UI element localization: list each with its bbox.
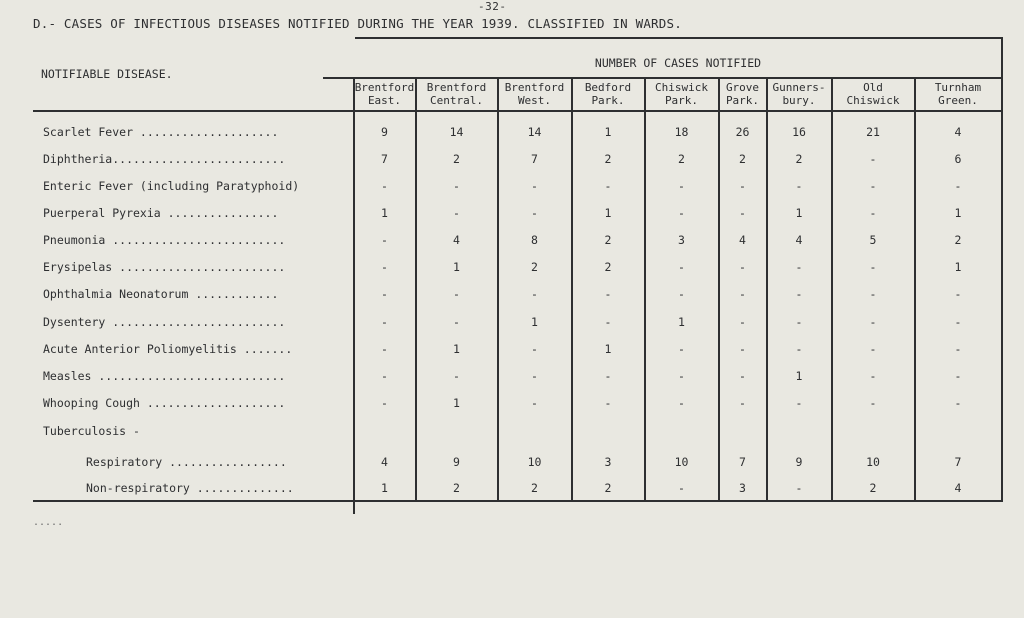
case-count-cell: -: [869, 152, 877, 166]
disease-label: Dysentery .........................: [43, 315, 286, 329]
case-count-cell: 1: [954, 260, 962, 274]
ward-column-header: [832, 81, 914, 107]
table-bottom-rule: [33, 500, 1003, 502]
ward-name-line1: Gunners-: [772, 81, 826, 94]
case-count-cell: 1: [381, 481, 388, 495]
case-count-cell: 9: [381, 125, 388, 139]
case-count-cell: -: [604, 315, 612, 329]
case-count-cell: 2: [739, 152, 746, 166]
case-count-cell: 4: [954, 125, 962, 139]
ward-name-line1: Bedford: [584, 81, 632, 94]
ward-name-line2: Park.: [725, 94, 760, 107]
case-count-cell: -: [381, 342, 388, 356]
case-count-cell: 8: [531, 233, 538, 247]
case-count-cell: -: [739, 396, 746, 410]
case-count-cell: 4: [381, 455, 388, 469]
ward-name-line1: Brentford: [426, 81, 487, 94]
case-count-cell: -: [954, 342, 962, 356]
case-count-cell: 4: [453, 233, 460, 247]
case-count-cell: -: [869, 342, 877, 356]
case-count-cell: 1: [453, 260, 460, 274]
case-count-cell: -: [381, 233, 388, 247]
case-count-cell: 10: [674, 455, 689, 469]
case-count-cell: -: [739, 179, 746, 193]
case-count-cell: -: [954, 315, 962, 329]
case-count-cell: -: [604, 369, 612, 383]
case-count-cell: 1: [381, 206, 388, 220]
case-count-cell: 14: [527, 125, 542, 139]
disease-label: Erysipelas ........................: [43, 260, 286, 274]
subheader-rule: [323, 77, 1003, 79]
case-count-cell: -: [869, 369, 877, 383]
case-count-cell: 4: [795, 233, 803, 247]
case-count-cell: 10: [866, 455, 880, 469]
table-top-rule: [355, 37, 1003, 39]
case-count-cell: 2: [604, 152, 612, 166]
case-count-cell: 4: [739, 233, 746, 247]
case-count-cell: -: [739, 260, 746, 274]
disease-table: [33, 37, 1003, 528]
case-count-cell: 10: [527, 455, 542, 469]
ward-name-line1: Grove: [725, 81, 760, 94]
header-bottom-rule: [33, 110, 1003, 112]
case-count-cell: -: [869, 287, 877, 301]
case-count-cell: -: [381, 260, 388, 274]
case-count-cell: 18: [674, 125, 689, 139]
case-count-cell: -: [381, 287, 388, 301]
case-count-cell: 3: [604, 455, 612, 469]
ward-column-header: [498, 81, 571, 107]
bottom-dots: .....: [33, 517, 64, 528]
case-count-cell: -: [795, 342, 803, 356]
case-count-cell: 16: [792, 125, 806, 139]
ward-column-header: [767, 81, 831, 107]
case-count-cell: -: [453, 369, 460, 383]
case-count-cell: -: [678, 481, 685, 495]
case-count-cell: -: [954, 179, 962, 193]
case-count-cell: -: [453, 206, 460, 220]
case-count-cell: -: [739, 206, 746, 220]
case-count-cell: 2: [954, 233, 962, 247]
case-count-cell: 2: [604, 260, 612, 274]
ward-name-line2: Green.: [938, 94, 978, 107]
case-count-cell: -: [739, 287, 746, 301]
case-count-cell: 7: [739, 455, 746, 469]
case-count-cell: 2: [604, 481, 612, 495]
case-count-cell: -: [739, 342, 746, 356]
ward-name-line1: Brentford: [504, 81, 565, 94]
col-divider: [718, 79, 720, 501]
case-count-cell: -: [678, 179, 685, 193]
ward-name-line2: East.: [367, 94, 402, 107]
case-count-cell: -: [795, 179, 803, 193]
ward-column-header: [719, 81, 766, 107]
ward-column-header: [915, 81, 1001, 107]
case-count-cell: -: [381, 315, 388, 329]
case-count-cell: 1: [453, 342, 460, 356]
case-count-cell: 2: [678, 152, 685, 166]
ward-column-header: [572, 81, 644, 107]
case-count-cell: 2: [453, 152, 460, 166]
ward-name-line1: Turnham: [934, 81, 982, 94]
disease-label: Tuberculosis -: [43, 424, 140, 438]
case-count-cell: -: [869, 179, 877, 193]
ward-name-line1: Chiswick: [655, 81, 708, 94]
case-count-cell: -: [795, 315, 803, 329]
disease-label: Non-respiratory ..............: [86, 481, 294, 495]
col-divider: [766, 79, 768, 501]
col-divider: [497, 79, 499, 501]
case-count-cell: -: [739, 369, 746, 383]
case-count-cell: 1: [604, 206, 612, 220]
case-count-cell: 7: [954, 455, 962, 469]
case-count-cell: -: [678, 369, 685, 383]
ward-name-line2: Chiswick: [846, 94, 900, 107]
ward-name-line2: Park.: [591, 94, 625, 107]
ward-name-line2: bury.: [782, 94, 816, 107]
ward-name-line1: Brentford: [354, 81, 415, 94]
case-count-cell: -: [531, 396, 538, 410]
case-count-cell: -: [678, 342, 685, 356]
first-col-divider: [353, 77, 355, 514]
case-count-cell: -: [795, 260, 803, 274]
disease-label: Puerperal Pyrexia ................: [43, 206, 279, 220]
case-count-cell: 1: [453, 396, 460, 410]
ward-column-header: [645, 81, 718, 107]
case-count-cell: 14: [449, 125, 464, 139]
case-count-cell: -: [531, 287, 538, 301]
case-count-cell: -: [795, 287, 803, 301]
disease-label: Ophthalmia Neonatorum ............: [43, 287, 279, 301]
case-count-cell: 1: [531, 315, 538, 329]
case-count-cell: 5: [869, 233, 877, 247]
case-count-cell: 1: [954, 206, 962, 220]
case-count-cell: 2: [604, 233, 612, 247]
case-count-cell: -: [604, 287, 612, 301]
disease-label: Whooping Cough ....................: [43, 396, 286, 410]
disease-label: Enteric Fever (including Paratyphoid): [43, 179, 300, 193]
case-count-cell: -: [381, 369, 388, 383]
case-count-cell: 2: [531, 260, 538, 274]
disease-label: Respiratory .................: [86, 455, 287, 469]
case-count-cell: -: [453, 287, 460, 301]
case-count-cell: 26: [735, 125, 750, 139]
case-count-cell: 2: [453, 481, 460, 495]
case-count-cell: -: [869, 396, 877, 410]
col-divider: [644, 79, 646, 501]
case-count-cell: 9: [795, 455, 803, 469]
case-count-cell: -: [381, 179, 388, 193]
case-count-cell: 4: [954, 481, 962, 495]
case-count-cell: 9: [453, 455, 460, 469]
case-count-cell: -: [954, 396, 962, 410]
case-count-cell: -: [954, 369, 962, 383]
disease-label: Scarlet Fever ....................: [43, 125, 279, 139]
case-count-cell: -: [739, 315, 746, 329]
case-count-cell: -: [678, 287, 685, 301]
cases-group-header: NUMBER OF CASES NOTIFIED: [594, 56, 762, 70]
case-count-cell: -: [604, 396, 612, 410]
case-count-cell: 7: [381, 152, 388, 166]
disease-column-header: NOTIFIABLE DISEASE.: [41, 67, 173, 81]
disease-label: Pneumonia .........................: [43, 233, 286, 247]
case-count-cell: 2: [795, 152, 803, 166]
ward-name-line2: Park.: [664, 94, 699, 107]
case-count-cell: -: [381, 396, 388, 410]
case-count-cell: 3: [678, 233, 685, 247]
ward-column-header: [416, 81, 497, 107]
case-count-cell: -: [678, 396, 685, 410]
ward-name-line2: West.: [517, 94, 552, 107]
disease-label: Diphtheria.........................: [43, 152, 286, 166]
case-count-cell: -: [869, 206, 877, 220]
case-count-cell: 2: [869, 481, 877, 495]
case-count-cell: 6: [954, 152, 962, 166]
disease-label: Measles ...........................: [43, 369, 286, 383]
case-count-cell: 1: [604, 342, 612, 356]
col-divider: [571, 79, 573, 501]
case-count-cell: 1: [795, 369, 803, 383]
case-count-cell: 3: [739, 481, 746, 495]
case-count-cell: -: [795, 396, 803, 410]
case-count-cell: 21: [866, 125, 880, 139]
case-count-cell: -: [869, 260, 877, 274]
page-heading: D.- CASES OF INFECTIOUS DISEASES NOTIFIED DURING THE YEAR 1939. CLASSIFIED IN WARDS.: [33, 16, 682, 31]
col-divider: [914, 79, 916, 501]
col-divider: [831, 79, 833, 501]
ward-name-line2: Central.: [430, 94, 483, 107]
page-number: -32-: [478, 0, 507, 13]
case-count-cell: -: [531, 369, 538, 383]
case-count-cell: -: [869, 315, 877, 329]
case-count-cell: 1: [795, 206, 803, 220]
table-right-rule: [1001, 37, 1003, 501]
ward-column-header: [354, 81, 415, 107]
disease-label: Acute Anterior Poliomyelitis .......: [43, 342, 293, 356]
col-divider: [415, 79, 417, 501]
case-count-cell: -: [954, 287, 962, 301]
case-count-cell: -: [678, 260, 685, 274]
case-count-cell: -: [453, 179, 460, 193]
case-count-cell: 1: [604, 125, 612, 139]
case-count-cell: -: [795, 481, 803, 495]
ward-name-line1: Old: [863, 81, 883, 94]
case-count-cell: -: [453, 315, 460, 329]
case-count-cell: -: [531, 179, 538, 193]
case-count-cell: 1: [678, 315, 685, 329]
case-count-cell: -: [531, 342, 538, 356]
case-count-cell: 7: [531, 152, 538, 166]
case-count-cell: -: [531, 206, 538, 220]
case-count-cell: 2: [531, 481, 538, 495]
case-count-cell: -: [604, 179, 612, 193]
case-count-cell: -: [678, 206, 685, 220]
